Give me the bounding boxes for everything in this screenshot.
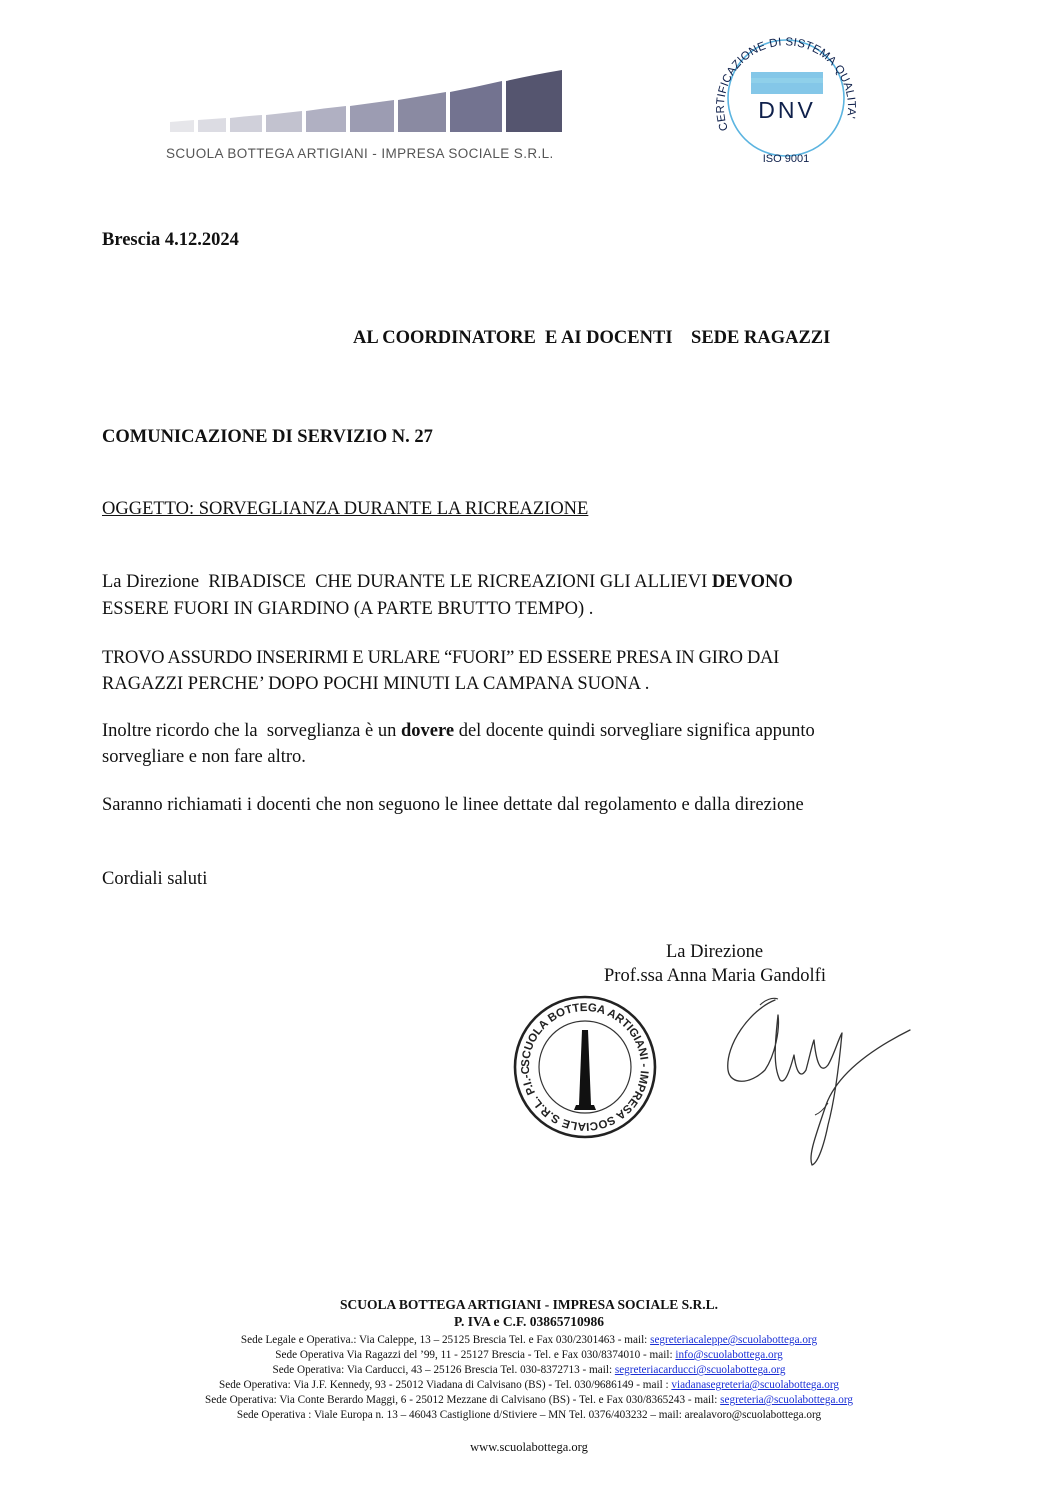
footer-site-email-link[interactable]: viadanasegreteria@scuolabottega.org — [671, 1379, 839, 1391]
footer-site-text: Sede Operativa: Via Carducci, 43 – 25126 Brescia Tel. 030-8372713 - mail: — [272, 1364, 615, 1376]
letter-date: Brescia 4.12.2024 — [102, 230, 239, 250]
footer-site-row — [0, 1363, 1058, 1378]
paragraph-4: Saranno richiamati i docenti che non seguono le linee dettate dal regolamento e dalla direzione — [102, 795, 804, 815]
footer-site-email-link[interactable]: segreteria@scuolabottega.org — [720, 1394, 853, 1406]
paragraph-3-emphasis: dovere — [400, 721, 455, 741]
letter-recipient: AL COORDINATORE E AI DOCENTI SEDE RAGAZZI — [353, 328, 831, 348]
company-stamp — [508, 990, 663, 1150]
paragraph-1-line-2: ESSERE FUORI IN GIARDINO (A PARTE BRUTTO TEMPO) . — [102, 599, 594, 619]
stamp-ring-text: SCUOLA BOTTEGA ARTIGIANI - IMPRESA SOCIALE S.R.L. P.I.-C — [519, 1001, 651, 1133]
paragraph-3-line-1 — [102, 719, 815, 744]
footer-company: SCUOLA BOTTEGA ARTIGIANI - IMPRESA SOCIALE S.R.L. — [340, 1297, 718, 1312]
paragraph-1-text: La Direzione RIBADISCE CHE DURANTE LE RICREAZIONI GLI ALLIEVI — [102, 572, 712, 592]
seal-standard: ISO 9001 — [762, 153, 810, 165]
footer-site-text: Sede Operativa Via Ragazzi del ’99, 11 - 25127 Brescia - Tel. e Fax 030/8374010 - mail: — [275, 1349, 676, 1361]
footer-site-row — [0, 1378, 1058, 1393]
paragraph-1-emphasis: DEVONO — [711, 572, 793, 592]
footer-site-email-link[interactable]: segreteriacaleppe@scuolabottega.org — [650, 1334, 818, 1346]
company-logo — [170, 70, 565, 137]
footer-site-text: Sede Operativa : Viale Europa n. 13 – 46043 Castiglione d/Stiviere – MN Tel. 0376/403232 – mail: arealavoro@scuolabottega.org — [236, 1409, 822, 1421]
footer-site-email-link[interactable]: segreteriacarducci@scuolabottega.org — [614, 1364, 786, 1376]
footer-site-row — [0, 1408, 1058, 1423]
handwritten-signature — [720, 985, 915, 1175]
letter-closing: Cordiali saluti — [102, 869, 208, 889]
footer-site-row — [0, 1333, 1058, 1348]
footer-site-row — [0, 1393, 1058, 1408]
footer-site-text: Sede Operativa: Via J.F. Kennedy, 93 - 25012 Viadana di Calvisano (BS) - Tel. 030/9686149 - mail : — [219, 1379, 672, 1391]
signatory-name: Prof.ssa Anna Maria Gandolfi — [604, 966, 826, 986]
paragraph-2-line-1: TROVO ASSURDO INSERIRMI E URLARE “FUORI” ED ESSERE PRESA IN GIRO DAI — [102, 648, 779, 668]
signatory-role: La Direzione — [666, 942, 764, 962]
letter-reference: COMUNICAZIONE DI SERVIZIO N. 27 — [102, 427, 433, 447]
dnv-certification-seal — [706, 22, 866, 177]
footer-website[interactable]: www.scuolabottega.org — [470, 1440, 588, 1454]
footer-site-text: Sede Operativa: Via Conte Berardo Maggi, 6 - 25012 Mezzane di Calvisano (BS) - Tel. e Fax 030/8365243 - mail: — [205, 1394, 721, 1406]
logo-bars-graphic — [170, 70, 565, 132]
footer-site-text: Sede Legale e Operativa.: Via Caleppe, 13 – 25125 Brescia Tel. e Fax 030/2301463 - mail: — [240, 1334, 651, 1346]
footer-site-email-link[interactable]: info@scuolabottega.org — [675, 1349, 783, 1361]
paragraph-3-text-b: del docente quindi sorvegliare significa appunto — [454, 721, 815, 741]
letter-subject: OGGETTO: SORVEGLIANZA DURANTE LA RICREAZIONE — [102, 499, 589, 519]
paragraph-1-line-1 — [102, 570, 793, 595]
paragraph-3-line-2: sorvegliare e non fare altro. — [102, 747, 306, 767]
footer-site-row — [0, 1348, 1058, 1363]
company-caption: SCUOLA BOTTEGA ARTIGIANI - IMPRESA SOCIALE S.R.L. — [166, 146, 554, 161]
seal-brand: DNV — [758, 97, 816, 123]
seal-ring-text: CERTIFICAZIONE DI SISTEMA QUALITA' — [714, 36, 858, 133]
paragraph-2-line-2: RAGAZZI PERCHE’ DOPO POCHI MINUTI LA CAMPANA SUONA . — [102, 674, 650, 694]
paragraph-3-text-a: Inoltre ricordo che la sorveglianza è un — [102, 721, 401, 741]
footer-vat: P. IVA e C.F. 03865710986 — [454, 1314, 604, 1329]
